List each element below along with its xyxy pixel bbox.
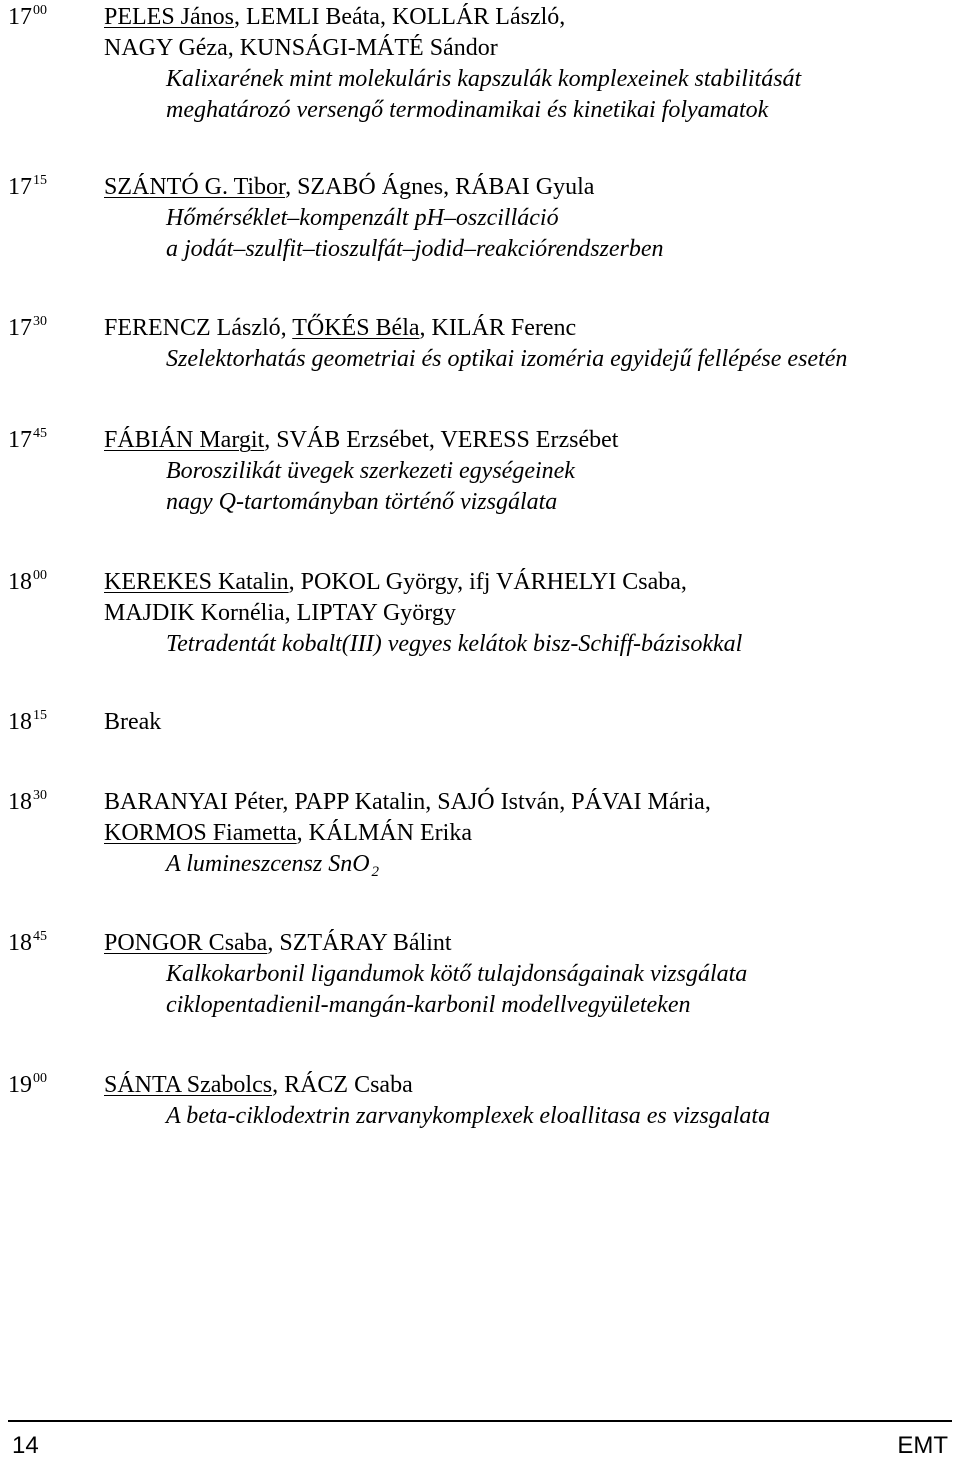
entry-content — [104, 313, 944, 375]
line-text: ciklopentadienil-mangán-karbonil modellvegyületeken — [166, 992, 691, 1018]
line-text: , KÁLMÁN Erika — [296, 820, 472, 846]
line-text: Break — [104, 709, 162, 735]
session-time — [8, 172, 47, 202]
entry-content — [104, 425, 944, 518]
time-hour: 17 — [8, 427, 32, 453]
line-text: BARANYAI Péter, PAPP Katalin, SAJÓ István, PÁVAI Mária, — [104, 789, 711, 815]
talk-title — [104, 990, 944, 1021]
time-hour: 19 — [8, 1072, 32, 1098]
line-text: NAGY Géza, KUNSÁGI-MÁTÉ Sándor — [104, 35, 498, 61]
line-text: Szelektorhatás geometriai és optikai izoméria egyidejű fellépése esetén — [166, 346, 848, 372]
time-minute: 45 — [33, 426, 47, 441]
time-hour: 18 — [8, 930, 32, 956]
presenting-author: PONGOR Csaba — [104, 930, 268, 956]
entry-content — [104, 172, 944, 265]
time-minute: 30 — [33, 788, 47, 803]
line-text: , SVÁB Erzsébet, VERESS Erzsébet — [264, 427, 619, 453]
line-text: A lumineszcensz SnO — [166, 851, 370, 877]
entry-content — [104, 928, 944, 1021]
time-minute: 15 — [33, 708, 47, 723]
talk-title — [104, 487, 944, 518]
time-hour: 18 — [8, 789, 32, 815]
page-number: 14 — [12, 1432, 39, 1459]
line-text: Kalkokarbonil ligandumok kötő tulajdonságainak vizsgálata — [166, 961, 748, 987]
session-time — [8, 928, 47, 958]
talk-title — [104, 95, 944, 126]
time-minute: 00 — [33, 1071, 47, 1086]
session-time — [8, 1070, 47, 1100]
talk-title — [104, 629, 944, 660]
presenting-author: SZÁNTÓ G. Tibor — [104, 174, 286, 200]
line-text: , SZTÁRAY Bálint — [267, 930, 452, 956]
entry-content — [104, 787, 944, 880]
authors-line — [104, 1070, 944, 1101]
entry-content — [104, 2, 944, 126]
session-time — [8, 313, 47, 343]
talk-title — [104, 344, 944, 375]
authors-line — [104, 567, 944, 598]
time-minute: 00 — [33, 568, 47, 583]
presenting-author: KORMOS Fiametta — [104, 820, 297, 846]
authors-line — [104, 33, 944, 64]
time-minute: 15 — [33, 173, 47, 188]
entry-content — [104, 567, 944, 660]
line-text: Boroszilikát üvegek szerkezeti egységeinek — [166, 458, 575, 484]
authors-line — [104, 787, 944, 818]
authors-line — [104, 598, 944, 629]
subscript-text: 2 — [371, 864, 380, 880]
talk-title — [104, 203, 944, 234]
time-hour: 17 — [8, 315, 32, 341]
authors-line — [104, 425, 944, 456]
talk-title — [104, 1101, 944, 1132]
session-time — [8, 787, 47, 817]
line-text: A beta-ciklodextrin zarvanykomplexek eloallitasa es vizsgalata — [166, 1103, 771, 1129]
authors-line — [104, 818, 944, 849]
line-text: , KILÁR Ferenc — [419, 315, 577, 341]
entry-content — [104, 1070, 944, 1132]
line-text: meghatározó versengő termodinamikai és kinetikai folyamatok — [166, 97, 769, 123]
talk-title — [104, 64, 944, 95]
entry-content — [104, 707, 944, 738]
line-text: nagy Q-tartományban történő vizsgálata — [166, 489, 558, 515]
talk-title — [104, 849, 944, 880]
session-time — [8, 707, 47, 737]
session-time — [8, 425, 47, 455]
time-minute: 30 — [33, 314, 47, 329]
time-hour: 18 — [8, 569, 32, 595]
authors-line — [104, 172, 944, 203]
line-text: , RÁCZ Csaba — [272, 1072, 413, 1098]
line-text: Hőmérséklet–kompenzált pH–oszcilláció — [166, 205, 559, 231]
line-text: MAJDIK Kornélia, LIPTAY György — [104, 600, 456, 626]
presenting-author: KEREKES Katalin — [104, 569, 289, 595]
session-label — [104, 707, 944, 738]
presenting-author: FÁBIÁN Margit — [104, 427, 265, 453]
time-hour: 18 — [8, 709, 32, 735]
presenting-author: PELES János — [104, 4, 235, 30]
talk-title — [104, 456, 944, 487]
line-text: a jodát–szulfit–tioszulfát–jodid–reakciórendszerben — [166, 236, 664, 262]
page-footer — [8, 1420, 952, 1458]
authors-line — [104, 2, 944, 33]
line-text: Kalixarének mint molekuláris kapszulák komplexeinek stabilitását — [166, 66, 802, 92]
session-time — [8, 2, 47, 32]
time-minute: 00 — [33, 3, 47, 18]
line-text: FERENCZ László, — [104, 315, 293, 341]
talk-title — [104, 959, 944, 990]
time-hour: 17 — [8, 174, 32, 200]
presenting-author: TŐKÉS Béla — [292, 315, 420, 341]
line-text: , POKOL György, ifj VÁRHELYI Csaba, — [288, 569, 687, 595]
authors-line — [104, 313, 944, 344]
line-text: , SZABÓ Ágnes, RÁBAI Gyula — [285, 174, 595, 200]
authors-line — [104, 928, 944, 959]
time-minute: 45 — [33, 929, 47, 944]
session-time — [8, 567, 47, 597]
line-text: Tetradentát kobalt(III) vegyes kelátok bisz-Schiff-bázisokkal — [166, 631, 743, 657]
presenting-author: SÁNTA Szabolcs — [104, 1072, 273, 1098]
line-text: , LEMLI Beáta, KOLLÁR László, — [234, 4, 566, 30]
talk-title — [104, 234, 944, 265]
time-hour: 17 — [8, 4, 32, 30]
footer-organization: EMT — [897, 1432, 948, 1459]
